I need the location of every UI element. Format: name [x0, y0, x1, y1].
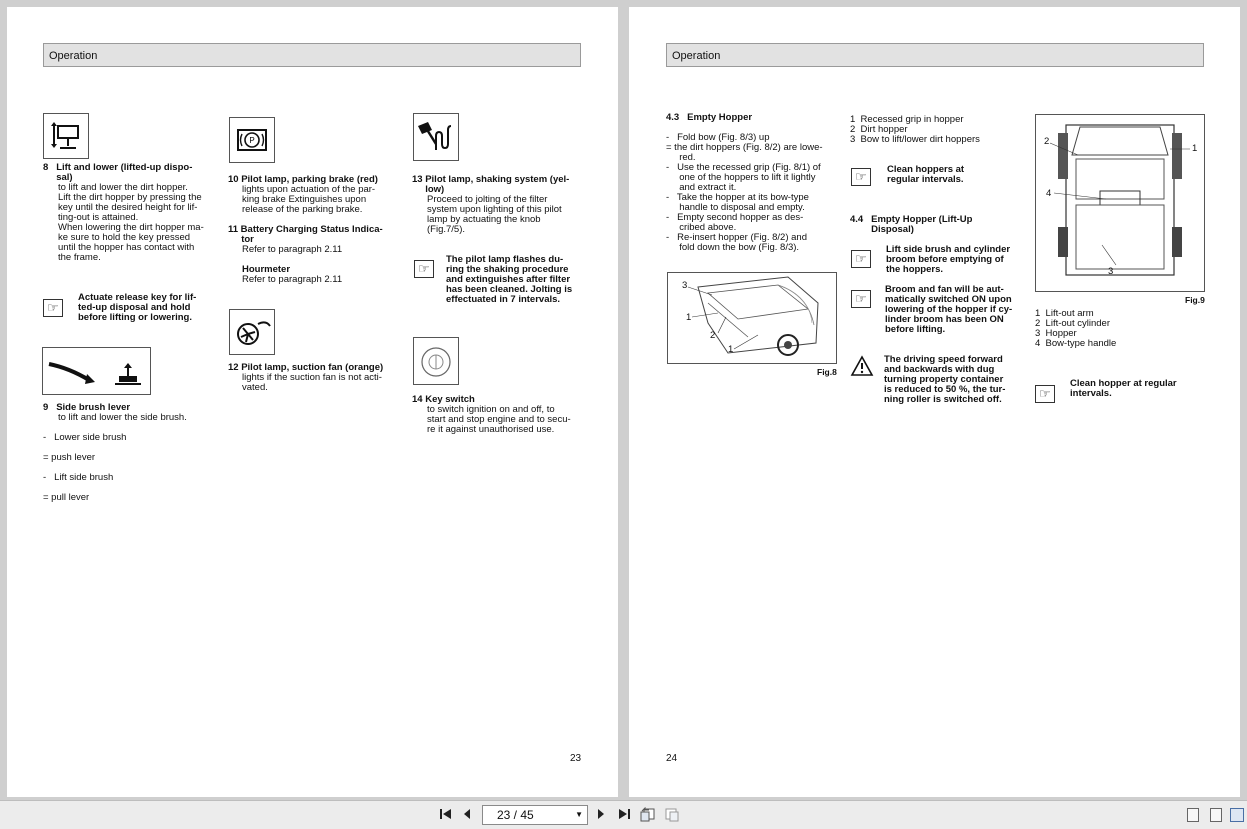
note-broom-fan: Broom and fan will be aut- matically switched ON upon lowering of the hopper if cy- linder broom has been ON before lifting. [885, 284, 1013, 335]
warning-icon [850, 355, 874, 382]
item13-body: Proceed to jolting of the filter system upon lighting of this pilot lamp by actuating the knob (Fig.7/5). [427, 194, 562, 235]
push-lever-line: = push lever [43, 452, 96, 463]
lower-side-brush-line: - Lower side brush [43, 432, 127, 443]
page-number: 23 [570, 753, 582, 764]
first-page-icon[interactable] [439, 807, 453, 823]
fig9-callout-4: 4 [1046, 188, 1052, 199]
fig9-illustration [1035, 114, 1205, 292]
item14-body: to switch ignition on and off, to start and stop engine and to secu- re it against unauthorised use. [427, 404, 571, 435]
fig8-legend: 1 Recessed grip in hopper 2 Dirt hopper 3 Bow to lift/lower dirt hoppers [850, 114, 980, 145]
chevron-down-icon[interactable]: ▼ [575, 810, 583, 819]
section-43-title: 4.3 Empty Hopper [666, 112, 753, 123]
last-page-icon[interactable] [617, 807, 631, 823]
go-back-view-icon[interactable] [640, 807, 656, 823]
fig9-legend: 1 Lift-out arm 2 Lift-out cylinder 3 Hopper 4 Bow-type handle [1035, 308, 1117, 349]
item11-title: 11 Battery Charging Status Indica- tor [228, 224, 383, 245]
hand-note-icon [414, 260, 434, 278]
fig8-callout-1b: 1 [728, 344, 734, 355]
item12-body: lights if the suction fan is not acti- vated. [242, 372, 382, 393]
side-brush-lever-icon [42, 347, 151, 395]
page-number-input[interactable] [482, 805, 588, 825]
section-header: Operation [666, 43, 1204, 67]
item9-body: to lift and lower the side brush. [58, 412, 187, 423]
hand-note-icon [1035, 385, 1055, 403]
page-number: 24 [666, 753, 678, 764]
section-header: Operation [43, 43, 581, 67]
svg-text:P: P [249, 136, 255, 145]
item11-body: Refer to paragraph 2.11 [242, 244, 343, 255]
suction-fan-icon [229, 309, 275, 355]
prev-page-icon[interactable] [462, 807, 472, 823]
lift-lower-icon [43, 113, 89, 159]
fig9-label: Fig.9 [1185, 295, 1205, 305]
note-clean-hoppers: Clean hoppers at regular intervals. [887, 164, 965, 185]
section-43-body: - Fold bow (Fig. 8/3) up = the dirt hoppers (Fig. 8/2) are lowe- red. - Use the recessed grip (Fig. 8/1) of one of the hoppers to lift it lightly and extract it. - Take the hopper at its bow-type handle to disposal and empty. - Empty second hopper as des- cribed above. - Re-insert hopper (Fig. 8/2) and fold down the bow (Fig. 8/3). [666, 132, 823, 253]
item9-title: 9 Side brush lever [43, 402, 131, 413]
item14-title: 14 Key switch [412, 394, 475, 405]
right-page [629, 7, 1240, 797]
item10-title: 10 Pilot lamp, parking brake (red) [228, 174, 378, 185]
item13-title: 13 Pilot lamp, shaking system (yel- low) [412, 174, 570, 195]
fig8-label: Fig.8 [817, 367, 837, 377]
section-44-title: 4.4 Empty Hopper (Lift-Up Disposal) [850, 214, 973, 235]
go-forward-view-icon[interactable] [664, 807, 680, 823]
fig9-callout-3: 3 [1108, 266, 1114, 277]
note-actuate: Actuate release key for lif- ted-up disposal and hold before lifting or lowering. [78, 292, 197, 323]
lift-side-brush-line: - Lift side brush [43, 472, 114, 483]
parking-brake-icon [229, 117, 275, 163]
hand-note-icon [851, 168, 871, 186]
fig8-callout-1: 1 [686, 312, 692, 323]
item8-title: 8 Lift and lower (lifted-up dispo- sal) [43, 162, 193, 183]
left-page [7, 7, 618, 797]
key-switch-icon [413, 337, 459, 385]
fig8-callout-2: 2 [710, 330, 716, 341]
next-page-icon[interactable] [596, 807, 606, 823]
warning-text: The driving speed forward and backwards with dug turning property container is reduced to 50 %, the tur- ning roller is switched off. [884, 354, 1006, 405]
hand-note-icon [851, 250, 871, 268]
item10-body: lights upon actuation of the par- king brake Extinguishes upon release of the parking brake. [242, 184, 376, 215]
fig8-illustration [667, 272, 837, 364]
shaking-system-icon [413, 113, 459, 161]
fig9-callout-2: 2 [1044, 136, 1050, 147]
hand-note-icon [851, 290, 871, 308]
item12-title: 12 Pilot lamp, suction fan (orange) [228, 362, 384, 373]
page-indicator: 23 / 45 [497, 808, 534, 822]
fig8-callout-3: 3 [682, 280, 688, 291]
fig9-callout-1: 1 [1192, 143, 1198, 154]
note-pilot: The pilot lamp flashes du- ring the shaking procedure and extinguishes after filter has been cleaned. Jolting is effectuated in 7 intervals. [446, 254, 573, 305]
single-page-view-icon[interactable] [1187, 808, 1199, 822]
note-lift-brush: Lift side brush and cylinder broom before emptying of the hoppers. [886, 244, 1011, 275]
note-clean-hopper: Clean hopper at regular intervals. [1070, 378, 1177, 399]
pull-lever-line: = pull lever [43, 492, 90, 503]
continuous-view-icon[interactable] [1210, 808, 1222, 822]
viewer-toolbar [0, 800, 1247, 829]
hourmeter-body: Refer to paragraph 2.11 [242, 274, 343, 285]
item8-body: to lift and lower the dirt hopper. Lift the dirt hopper by pressing the key until the desired height for lif- ting-out is attained. When lowering the dirt hopper ma- ke sure to hold the key pressed until the hopper has contact with the frame. [58, 182, 204, 263]
two-page-view-icon[interactable] [1230, 808, 1244, 822]
hourmeter-title: Hourmeter [242, 264, 291, 275]
hand-note-icon [43, 299, 63, 317]
